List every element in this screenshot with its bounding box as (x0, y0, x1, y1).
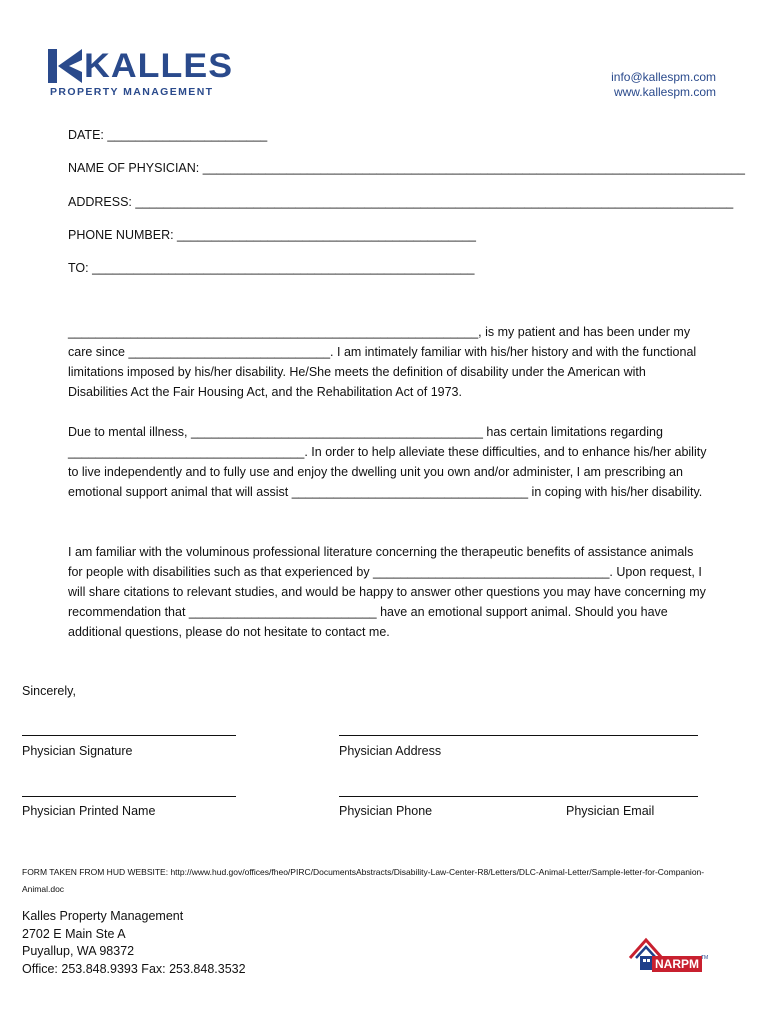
company-name: Kalles Property Management (22, 909, 184, 923)
company-phones: Office: 253.848.9393 Fax: 253.848.3532 (22, 961, 246, 976)
phone-number-field[interactable]: PHONE NUMBER: ___________________________________________ (68, 228, 476, 242)
kalles-k-mark-icon (48, 49, 82, 83)
paragraph-text: ___________________________________________________________, is my patient and has been under my care since _____________________________. I am intimately familiar with his/her history and with the functional limitations imposed by his/her disability. He/She meets the definition of disability under the American with Disabilities Act the Fair Housing Act, and the Rehabilitation Act of 1973. (68, 325, 697, 399)
logo-wordmark: KALLES (84, 47, 234, 85)
signature-line[interactable] (22, 735, 236, 736)
hud-source-footnote: FORM TAKEN FROM HUD WEBSITE: http://www.hud.gov/offices/fheo/PIRC/DocumentsAbstracts/Disability-Law-Center-R8/Letters/DLC-Animal-Letter/Sample-letter-for-Companion-Animal.doc (22, 867, 705, 894)
physician-email-label: Physician Email (566, 804, 655, 818)
physician-printed-name-label: Physician Printed Name (22, 804, 156, 818)
company-city: Puyallup, WA 98372 (22, 944, 135, 958)
date-field[interactable]: DATE: _______________________ (68, 128, 268, 142)
narpm-wordmark: NARPM (652, 956, 702, 972)
paragraph-3 (68, 542, 708, 642)
paragraph-text: Due to mental illness, __________________________________________ has certain limitations regarding __________________________________. In order to help alleviate these difficulties, and to enhance his/her ability to live independently and to fully use and enjoy the dwelling unit you own and/or administer, I am prescribing an emotional support animal that will assist __________________________________ in coping with his/her disability. (68, 425, 707, 499)
company-address (22, 908, 246, 978)
narpm-trademark: TM (701, 955, 709, 961)
to-field[interactable]: TO: _______________________________________________________ (68, 261, 475, 275)
paragraph-1 (68, 322, 708, 402)
company-street: 2702 E Main Ste A (22, 926, 126, 941)
address-line[interactable] (339, 735, 698, 736)
logo-subtitle: PROPERTY MANAGEMENT (50, 86, 214, 98)
address-field[interactable]: ADDRESS: ______________________________________________________________________________________ (68, 195, 734, 209)
physician-name-field[interactable]: NAME OF PHYSICIAN: ______________________________________________________________________________ (68, 161, 745, 175)
header-email[interactable]: info@kallespm.com (611, 70, 716, 84)
phone-email-line[interactable] (339, 796, 698, 797)
physician-signature-label: Physician Signature (22, 744, 133, 758)
printed-name-line[interactable] (22, 796, 236, 797)
paragraph-text: I am familiar with the voluminous professional literature concerning the therapeutic benefits of assistance animals for people with disabilities such as that experienced by __________________________________. Upon request, I will share citations to relevant studies, and would be happy to answer other questions you may have concerning my recommendation that ___________________________ have an emotional support animal. Should you have additional questions, please do not hesitate to contact me. (68, 545, 706, 639)
physician-address-label: Physician Address (339, 744, 442, 758)
header-contact (611, 70, 716, 100)
physician-phone-label: Physician Phone (339, 804, 433, 818)
header-website[interactable]: www.kallespm.com (613, 85, 716, 99)
kalles-logo (48, 46, 234, 102)
closing-sincerely: Sincerely, (22, 684, 76, 698)
narpm-logo (628, 934, 710, 976)
paragraph-2 (68, 422, 708, 502)
